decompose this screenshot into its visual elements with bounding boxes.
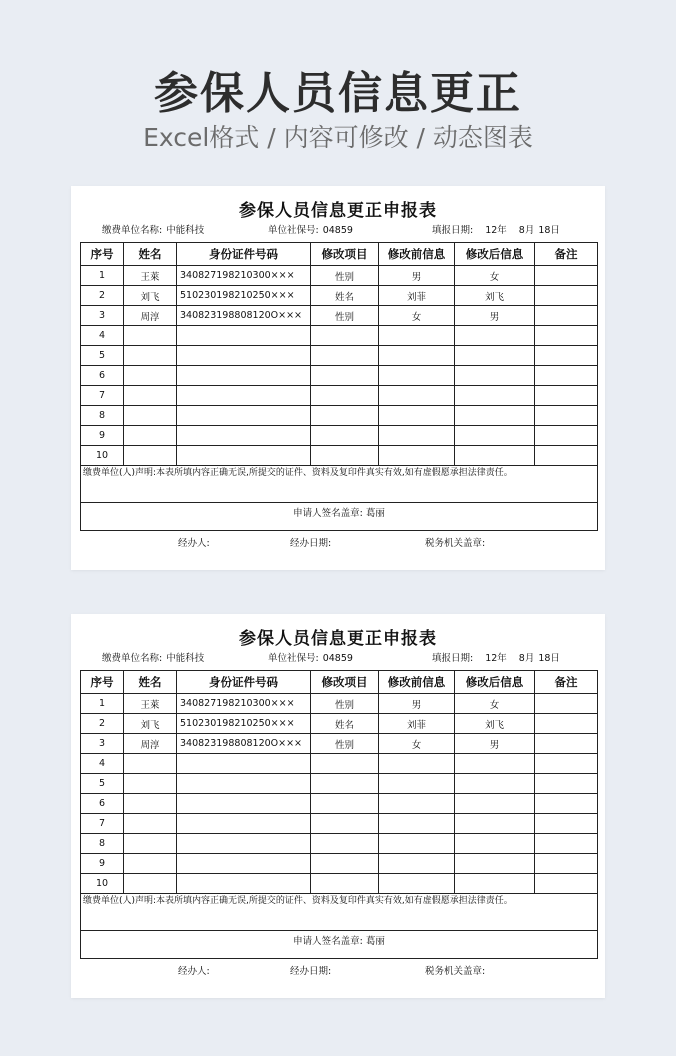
cell-id: 510230198210250×××	[177, 286, 311, 306]
cell-after: 男	[455, 306, 535, 326]
table-row	[81, 714, 598, 734]
cell-before: 女	[379, 306, 455, 326]
cell-id: 340827198210300×××	[177, 694, 311, 714]
unit-no-label: 单位社保号:	[268, 225, 319, 236]
cell-before	[379, 754, 455, 774]
cell-after	[455, 834, 535, 854]
table-row	[81, 754, 598, 774]
cell-after	[455, 874, 535, 894]
cell-after	[455, 754, 535, 774]
header-item: 修改项目	[311, 243, 379, 266]
cell-item	[311, 366, 379, 386]
cell-remark	[535, 346, 598, 366]
table-row	[81, 854, 598, 874]
cell-before	[379, 814, 455, 834]
cell-no: 8	[81, 406, 124, 426]
cell-before	[379, 326, 455, 346]
header-row	[81, 243, 598, 266]
cell-name	[124, 754, 177, 774]
unit-name-value: 中能科技	[166, 653, 205, 664]
header-after: 修改后信息	[455, 671, 535, 694]
applicant-signature	[81, 503, 598, 531]
correction-table	[80, 242, 598, 531]
header-id: 身份证件号码	[177, 243, 311, 266]
cell-after: 刘飞	[455, 714, 535, 734]
cell-item	[311, 834, 379, 854]
unit-no-value: 04859	[322, 225, 353, 236]
cell-before	[379, 446, 455, 466]
cell-no: 1	[81, 694, 124, 714]
cell-item: 姓名	[311, 286, 379, 306]
cell-remark	[535, 754, 598, 774]
cell-no: 8	[81, 834, 124, 854]
unit-no-label: 单位社保号:	[268, 653, 319, 664]
unit-name-label: 缴费单位名称:	[102, 225, 163, 236]
date-day: 18日	[538, 225, 560, 236]
cell-id	[177, 834, 311, 854]
table-row	[81, 346, 598, 366]
cell-after	[455, 814, 535, 834]
applicant-value: 葛丽	[365, 508, 385, 519]
cell-id	[177, 874, 311, 894]
date-day: 18日	[538, 653, 560, 664]
header-after: 修改后信息	[455, 243, 535, 266]
cell-name	[124, 774, 177, 794]
cell-name	[124, 386, 177, 406]
table-row	[81, 306, 598, 326]
table-row	[81, 386, 598, 406]
cell-id	[177, 346, 311, 366]
report-date-field	[432, 224, 560, 238]
cell-after: 女	[455, 694, 535, 714]
form-sheet	[71, 186, 605, 570]
cell-no: 9	[81, 426, 124, 446]
cell-before: 男	[379, 266, 455, 286]
cell-remark	[535, 694, 598, 714]
cell-id	[177, 774, 311, 794]
table-row	[81, 286, 598, 306]
cell-remark	[535, 874, 598, 894]
unit-no-value: 04859	[322, 653, 353, 664]
table-row	[81, 446, 598, 466]
tax-seal-label: 税务机关盖章:	[425, 966, 486, 977]
table-row	[81, 406, 598, 426]
table-row	[81, 874, 598, 894]
cell-remark	[535, 774, 598, 794]
cell-before	[379, 794, 455, 814]
table-row	[81, 326, 598, 346]
cell-name	[124, 426, 177, 446]
cell-no: 9	[81, 854, 124, 874]
header-remark: 备注	[535, 671, 598, 694]
header-name: 姓名	[124, 243, 177, 266]
cell-no: 6	[81, 794, 124, 814]
cell-before	[379, 386, 455, 406]
handle-date-label: 经办日期:	[290, 966, 332, 977]
cell-item	[311, 346, 379, 366]
cell-remark	[535, 366, 598, 386]
cell-item	[311, 386, 379, 406]
cell-id	[177, 754, 311, 774]
cell-before	[379, 346, 455, 366]
table-row	[81, 266, 598, 286]
cell-after: 男	[455, 734, 535, 754]
cell-id: 510230198210250×××	[177, 714, 311, 734]
header-before: 修改前信息	[379, 671, 455, 694]
cell-remark	[535, 714, 598, 734]
cell-id	[177, 406, 311, 426]
cell-after	[455, 854, 535, 874]
applicant-label: 申请人签名盖章:	[293, 508, 363, 519]
cell-name: 王萊	[124, 694, 177, 714]
tax-seal-label: 税务机关盖章:	[425, 538, 486, 549]
cell-item	[311, 874, 379, 894]
unit-name-field	[102, 652, 204, 666]
cell-no: 4	[81, 326, 124, 346]
cell-name	[124, 834, 177, 854]
unit-name-value: 中能科技	[166, 225, 205, 236]
cell-id: 340827198210300×××	[177, 266, 311, 286]
cell-name	[124, 854, 177, 874]
date-month: 8月	[518, 653, 535, 664]
cell-after	[455, 794, 535, 814]
unit-name-label: 缴费单位名称:	[102, 653, 163, 664]
declaration: 缴费单位(人)声明:本表所填内容正确无误,所提交的证件、资料及复印件真实有效,如有虚假愿承担法律责任。	[81, 894, 598, 931]
cell-after	[455, 406, 535, 426]
cell-no: 2	[81, 714, 124, 734]
cell-item	[311, 326, 379, 346]
cell-no: 5	[81, 346, 124, 366]
cell-before	[379, 854, 455, 874]
table-row	[81, 366, 598, 386]
cell-item: 性别	[311, 306, 379, 326]
header-remark: 备注	[535, 243, 598, 266]
unit-name-field	[102, 224, 204, 238]
cell-id	[177, 814, 311, 834]
cell-no: 10	[81, 874, 124, 894]
cell-id	[177, 446, 311, 466]
cell-id: 340823198808120O×××	[177, 734, 311, 754]
cell-item	[311, 814, 379, 834]
cell-remark	[535, 426, 598, 446]
cell-before: 刘菲	[379, 286, 455, 306]
date-year: 12年	[485, 225, 507, 236]
cell-item	[311, 406, 379, 426]
cell-item	[311, 446, 379, 466]
handle-date-label: 经办日期:	[290, 538, 332, 549]
cell-no: 1	[81, 266, 124, 286]
table-row	[81, 774, 598, 794]
unit-no-field	[268, 652, 353, 666]
cell-no: 10	[81, 446, 124, 466]
cell-after	[455, 326, 535, 346]
cell-before: 刘菲	[379, 714, 455, 734]
handler-label: 经办人:	[178, 966, 210, 977]
cell-remark	[535, 834, 598, 854]
cell-id	[177, 326, 311, 346]
cell-name: 刘飞	[124, 286, 177, 306]
cell-name: 王萊	[124, 266, 177, 286]
cell-no: 5	[81, 774, 124, 794]
header-before: 修改前信息	[379, 243, 455, 266]
applicant-signature	[81, 931, 598, 959]
table-row	[81, 426, 598, 446]
cell-no: 3	[81, 306, 124, 326]
date-label: 填报日期:	[432, 225, 474, 236]
cell-item	[311, 426, 379, 446]
cell-remark	[535, 814, 598, 834]
cell-id: 340823198808120O×××	[177, 306, 311, 326]
cell-before: 女	[379, 734, 455, 754]
cell-after	[455, 386, 535, 406]
cell-name	[124, 406, 177, 426]
cell-name	[124, 874, 177, 894]
cell-no: 7	[81, 386, 124, 406]
cell-item	[311, 854, 379, 874]
date-month: 8月	[518, 225, 535, 236]
cell-name: 周淳	[124, 734, 177, 754]
table-row	[81, 794, 598, 814]
cell-no: 6	[81, 366, 124, 386]
cell-no: 7	[81, 814, 124, 834]
applicant-label: 申请人签名盖章:	[293, 936, 363, 947]
header-item: 修改项目	[311, 671, 379, 694]
cell-item: 姓名	[311, 714, 379, 734]
cell-before	[379, 874, 455, 894]
cell-name	[124, 326, 177, 346]
cell-before	[379, 774, 455, 794]
cell-remark	[535, 854, 598, 874]
form-sheet	[71, 614, 605, 998]
cell-name: 刘飞	[124, 714, 177, 734]
cell-item: 性别	[311, 694, 379, 714]
cell-item: 性别	[311, 734, 379, 754]
cell-id	[177, 794, 311, 814]
date-year: 12年	[485, 653, 507, 664]
header-name: 姓名	[124, 671, 177, 694]
cell-remark	[535, 734, 598, 754]
cell-after: 刘飞	[455, 286, 535, 306]
cell-remark	[535, 306, 598, 326]
cell-no: 2	[81, 286, 124, 306]
cell-after: 女	[455, 266, 535, 286]
cell-no: 3	[81, 734, 124, 754]
hero-subtitle: Excel格式 / 内容可修改 / 动态图表	[143, 123, 533, 152]
cell-before	[379, 406, 455, 426]
cell-id	[177, 426, 311, 446]
cell-id	[177, 366, 311, 386]
cell-after	[455, 366, 535, 386]
cell-before	[379, 426, 455, 446]
date-label: 填报日期:	[432, 653, 474, 664]
cell-item	[311, 754, 379, 774]
unit-no-field	[268, 224, 353, 238]
declaration: 缴费单位(人)声明:本表所填内容正确无误,所提交的证件、资料及复印件真实有效,如有虚假愿承担法律责任。	[81, 466, 598, 503]
cell-name	[124, 346, 177, 366]
cell-name	[124, 366, 177, 386]
table-row	[81, 734, 598, 754]
cell-before: 男	[379, 694, 455, 714]
cell-name	[124, 814, 177, 834]
hero-title: 参保人员信息更正	[154, 68, 522, 119]
table-row	[81, 814, 598, 834]
cell-name	[124, 794, 177, 814]
form-title: 参保人员信息更正申报表	[239, 201, 437, 221]
cell-item	[311, 774, 379, 794]
cell-before	[379, 366, 455, 386]
cell-item: 性别	[311, 266, 379, 286]
cell-after	[455, 426, 535, 446]
cell-name: 周淳	[124, 306, 177, 326]
cell-remark	[535, 446, 598, 466]
cell-name	[124, 446, 177, 466]
header-no: 序号	[81, 243, 124, 266]
correction-table	[80, 670, 598, 959]
cell-remark	[535, 406, 598, 426]
cell-remark	[535, 386, 598, 406]
cell-item	[311, 794, 379, 814]
header-no: 序号	[81, 671, 124, 694]
report-date-field	[432, 652, 560, 666]
table-row	[81, 834, 598, 854]
handler-label: 经办人:	[178, 538, 210, 549]
applicant-value: 葛丽	[365, 936, 385, 947]
form-title: 参保人员信息更正申报表	[239, 629, 437, 649]
header-row	[81, 671, 598, 694]
cell-after	[455, 446, 535, 466]
cell-after	[455, 346, 535, 366]
table-row	[81, 694, 598, 714]
cell-remark	[535, 794, 598, 814]
cell-id	[177, 386, 311, 406]
header-id: 身份证件号码	[177, 671, 311, 694]
cell-id	[177, 854, 311, 874]
cell-before	[379, 834, 455, 854]
cell-remark	[535, 286, 598, 306]
cell-remark	[535, 326, 598, 346]
cell-after	[455, 774, 535, 794]
cell-remark	[535, 266, 598, 286]
cell-no: 4	[81, 754, 124, 774]
